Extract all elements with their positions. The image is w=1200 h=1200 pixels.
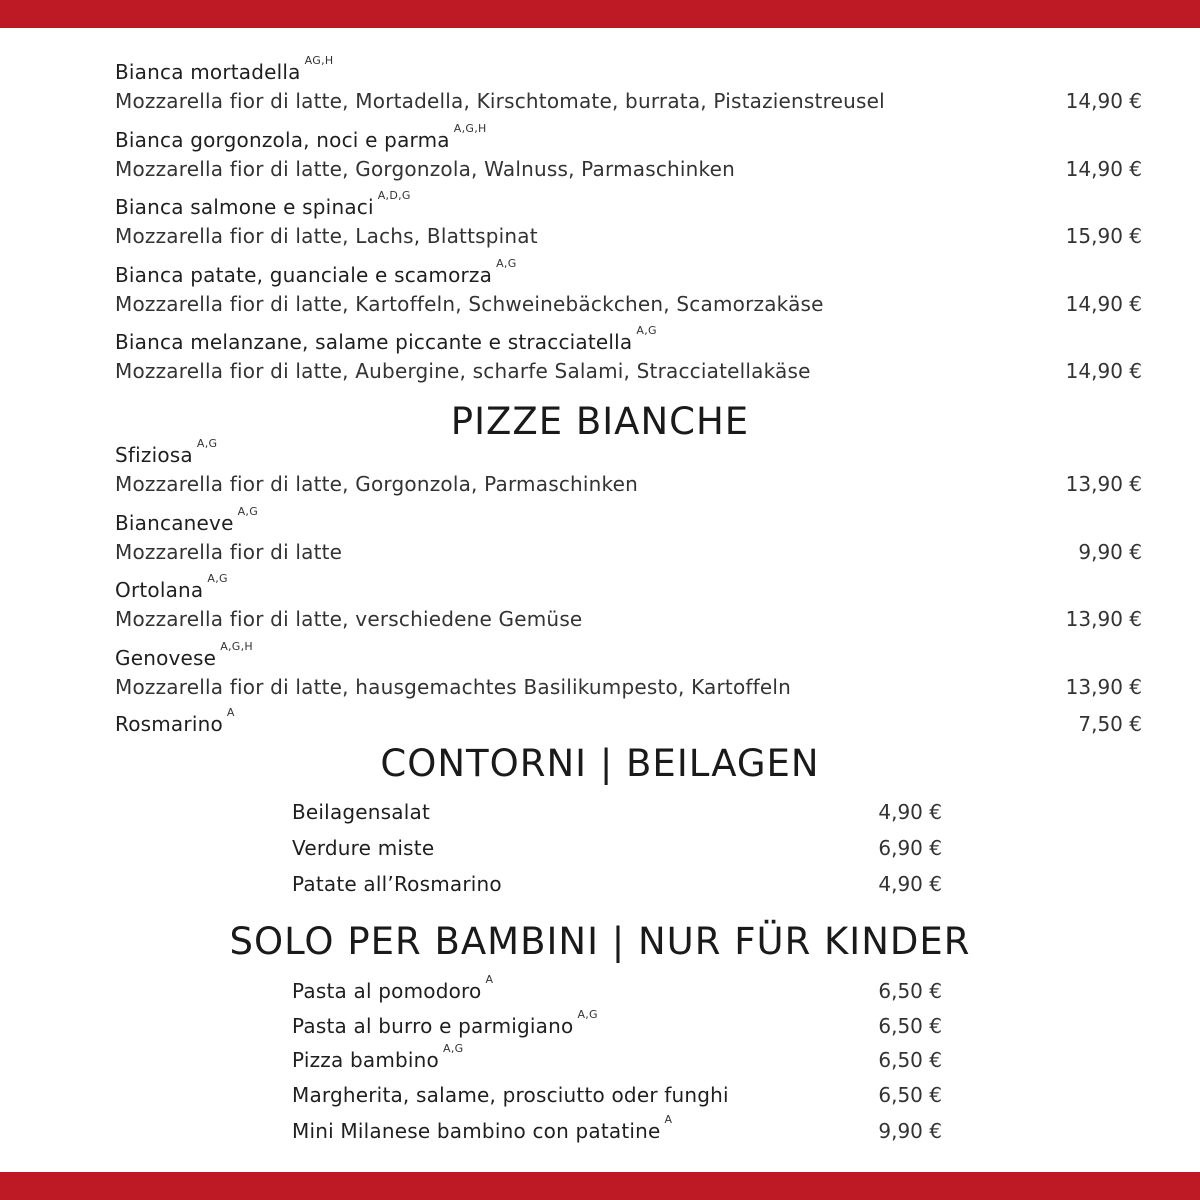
item-name: Rosmarino $^A$ <box>115 706 235 736</box>
item-price: 14,90 € <box>1065 292 1142 316</box>
item-name: Genovese $^{A,G,H}$ <box>115 640 254 670</box>
item-price: 13,90 € <box>1065 607 1142 631</box>
item-name: Mini Milanese bambino con patatine $^A$ <box>292 1113 673 1143</box>
item-name: Margherita, salame, prosciutto oder funghi <box>292 1083 729 1107</box>
item-price: 6,50 € <box>878 1048 942 1072</box>
item-name: Bianca salmone e spinaci $^{A,D,G}$ <box>115 189 411 219</box>
allergen-codes: A,D,G <box>377 189 411 202</box>
item-name: Bianca gorgonzola, noci e parma $^{A,G,H}$ <box>115 122 487 152</box>
item-name: Pasta al burro e parmigiano $^{A,G}$ <box>292 1008 598 1038</box>
allergen-codes: A,G <box>636 324 657 337</box>
item-name: Bianca melanzane, salame piccante e stracciatella $^{A,G}$ <box>115 324 657 354</box>
item-price: 13,90 € <box>1065 472 1142 496</box>
allergen-codes: AG,H <box>304 54 334 67</box>
item-price: 14,90 € <box>1065 89 1142 113</box>
item-price: 14,90 € <box>1065 157 1142 181</box>
section-heading-bambini: SOLO PER BAMBINI | NUR FÜR KINDER <box>229 920 971 963</box>
item-price: 9,90 € <box>878 1119 942 1143</box>
item-price: 13,90 € <box>1065 675 1142 699</box>
item-price: 6,50 € <box>878 1014 942 1038</box>
item-price: 4,90 € <box>878 800 942 824</box>
allergen-codes: A,G,H <box>220 640 254 653</box>
item-price: 6,50 € <box>878 979 942 1003</box>
item-name: Pasta al pomodoro $^A$ <box>292 973 494 1003</box>
allergen-codes: A <box>485 973 494 986</box>
item-description: Mozzarella fior di latte, Gorgonzola, Parmaschinken <box>115 472 638 496</box>
item-name: Beilagensalat <box>292 800 431 824</box>
item-name: Patate all’Rosmarino <box>292 872 502 896</box>
item-description: Mozzarella fior di latte, Gorgonzola, Walnuss, Parmaschinken <box>115 157 735 181</box>
item-price: 14,90 € <box>1065 359 1142 383</box>
item-name: Bianca patate, guanciale e scamorza $^{A,G}$ <box>115 257 517 287</box>
item-description: Mozzarella fior di latte, Mortadella, Kirschtomate, burrata, Pistazienstreusel <box>115 89 885 113</box>
allergen-codes: A,G <box>496 257 517 270</box>
allergen-codes: A <box>664 1113 673 1126</box>
item-name: Verdure miste <box>292 836 435 860</box>
item-price: 4,90 € <box>878 872 942 896</box>
item-description: Mozzarella fior di latte, hausgemachtes Basilikumpesto, Kartoffeln <box>115 675 792 699</box>
item-description: Mozzarella fior di latte, verschiedene Gemüse <box>115 607 583 631</box>
allergen-codes: A,G <box>577 1008 598 1021</box>
allergen-codes: A,G,H <box>453 122 487 135</box>
top-accent-bar <box>0 0 1200 28</box>
item-price: 6,50 € <box>878 1083 942 1107</box>
item-description: Mozzarella fior di latte, Aubergine, scharfe Salami, Stracciatellakäse <box>115 359 811 383</box>
item-name: Pizza bambino $^{A,G}$ <box>292 1042 464 1072</box>
allergen-codes: A,G <box>443 1042 464 1055</box>
item-price: 6,90 € <box>878 836 942 860</box>
allergen-codes: A,G <box>237 505 259 518</box>
allergen-codes: A <box>226 706 235 719</box>
item-name: Sfiziosa $^{A,G}$ <box>115 437 218 467</box>
item-description: Mozzarella fior di latte, Kartoffeln, Schweinebäckchen, Scamorzakäse <box>115 292 824 316</box>
allergen-codes: A,G <box>196 437 218 450</box>
item-description: Mozzarella fior di latte, Lachs, Blattspinat <box>115 224 538 248</box>
section-heading-pizze-bianche: PIZZE BIANCHE <box>450 400 750 443</box>
item-name: Biancaneve $^{A,G}$ <box>115 505 259 535</box>
item-price: 9,90 € <box>1078 540 1142 564</box>
item-name: Bianca mortadella $^{AG,H}$ <box>115 54 334 84</box>
item-price: 7,50 € <box>1078 712 1142 736</box>
bottom-accent-bar <box>0 1172 1200 1200</box>
allergen-codes: A,G <box>207 572 228 585</box>
item-name: Ortolana $^{A,G}$ <box>115 572 228 602</box>
item-description: Mozzarella fior di latte <box>115 540 343 564</box>
section-heading-contorni: CONTORNI | BEILAGEN <box>380 742 820 785</box>
item-price: 15,90 € <box>1065 224 1142 248</box>
